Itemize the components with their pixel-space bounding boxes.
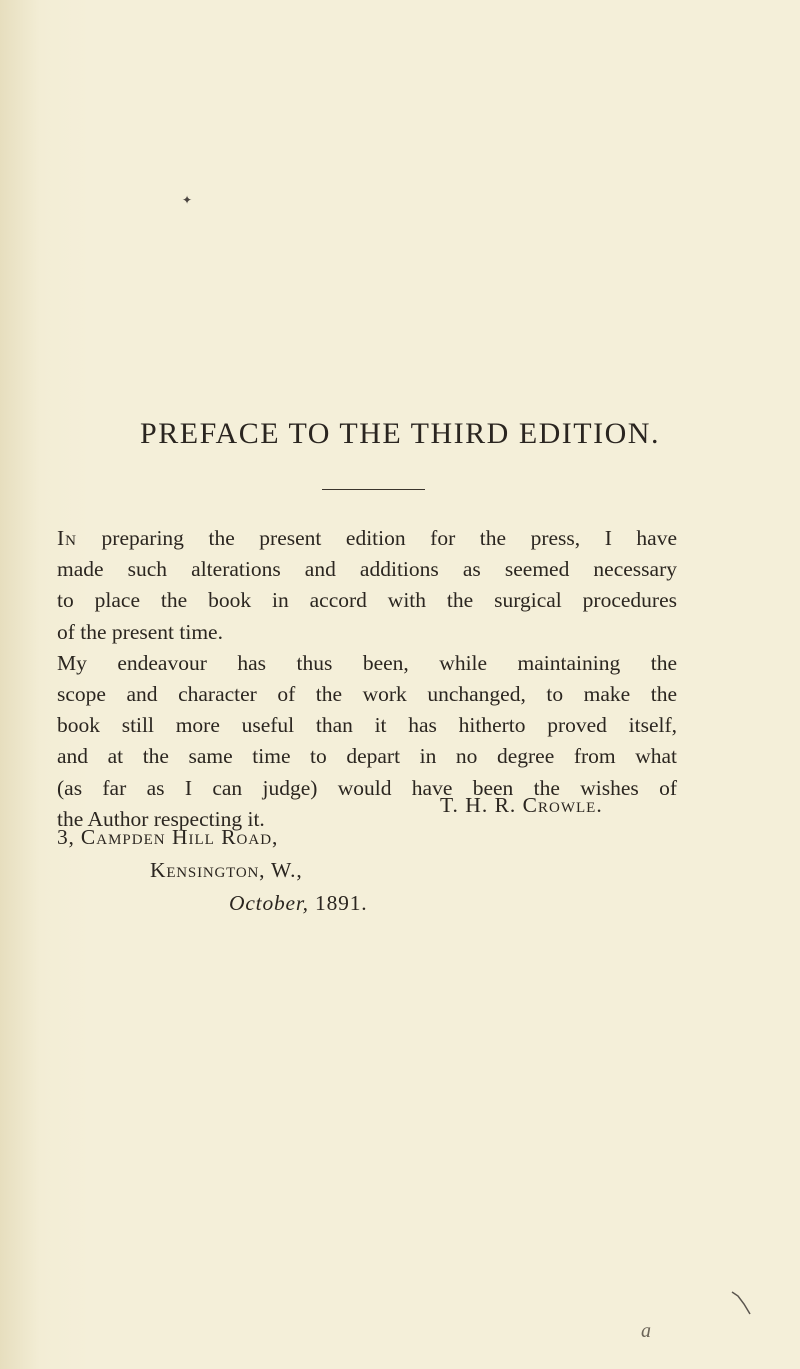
signature xyxy=(440,793,603,818)
address-number: 3, xyxy=(57,825,75,849)
paragraph-1-line-1: In preparing the present edition for the press, I have xyxy=(57,526,677,550)
printer-mark-icon: ✦ xyxy=(182,193,193,207)
paragraph-2-line-6: the Author respecting it. xyxy=(57,806,265,831)
paragraph-1-lead: In xyxy=(57,526,77,550)
paragraph-2-line-4: and at the same time to depart in no degree from what xyxy=(57,744,677,769)
address-line-2: Kensington, W., xyxy=(150,858,303,882)
address-date xyxy=(229,891,367,916)
page-title: PREFACE TO THE THIRD EDITION. xyxy=(140,417,660,450)
signature-surname: Crowle. xyxy=(522,793,603,817)
page-signature-mark: a xyxy=(641,1320,651,1342)
address-line-1 xyxy=(57,825,278,850)
paragraph-1-line-4: of the present time. xyxy=(57,619,223,644)
paragraph-1 xyxy=(57,523,677,648)
title-rule-divider xyxy=(322,489,425,490)
paragraph-1-line-3: to place the book in accord with the surgical procedures xyxy=(57,588,677,613)
paragraph-1-line-2: made such alterations and additions as seemed necessary xyxy=(57,557,677,582)
paragraph-2-line-5: (as far as I can judge) would have been the wishes of xyxy=(57,775,677,800)
paragraph-2-line-2: scope and character of the work unchanged, to make the xyxy=(57,682,677,707)
pencil-mark-icon xyxy=(730,1288,770,1328)
paragraph-2-line-1: My endeavour has thus been, while maintaining the xyxy=(57,650,677,675)
address-year: 1891. xyxy=(315,891,368,915)
paragraph-2-line-3: book still more useful than it has hitherto proved itself, xyxy=(57,713,677,738)
address-month: October, xyxy=(229,891,309,915)
preface-body xyxy=(57,523,677,835)
address-street: Campden Hill Road, xyxy=(80,825,279,849)
signature-initials: T. H. R. xyxy=(440,793,517,817)
